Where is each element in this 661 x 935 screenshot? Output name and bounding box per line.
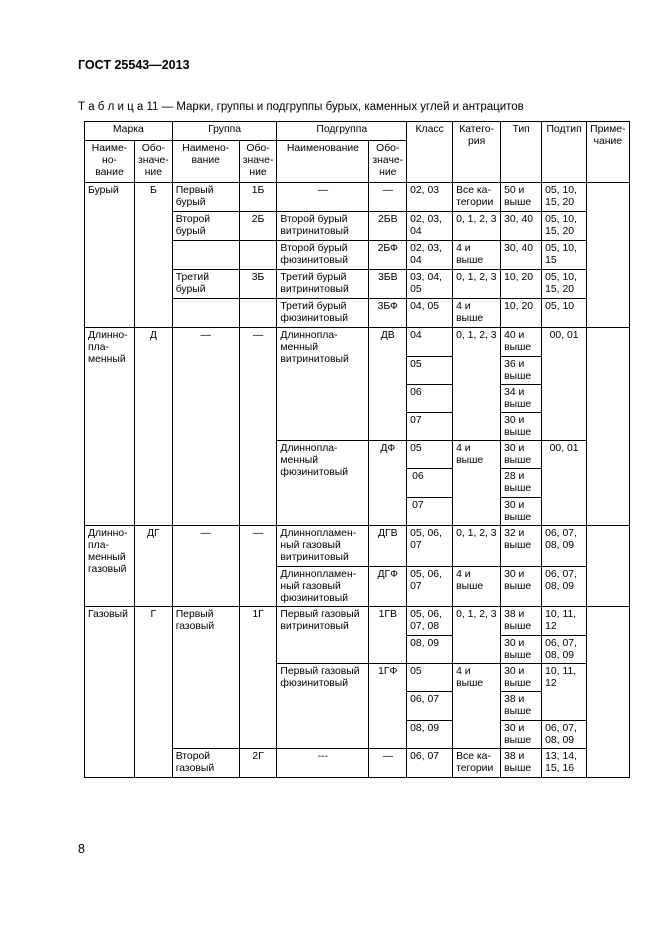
- subgroup-code-cell: 1ГВ: [369, 607, 407, 664]
- klass-cell: 05, 06, 07, 08: [407, 607, 453, 636]
- group-code-cell: 2Б: [239, 212, 277, 241]
- podtip-cell: 06, 07, 08, 09: [542, 567, 587, 607]
- podtip-cell: 10, 11, 12: [542, 607, 587, 636]
- podtip-cell: 05, 10: [542, 299, 587, 328]
- subgroup-code-cell: 1ГФ: [369, 664, 407, 749]
- header-podtip: Подтип: [542, 122, 587, 183]
- tip-cell: 40 и выше: [501, 328, 542, 357]
- group-name-cell: [172, 299, 239, 328]
- klass-cell: 05: [407, 441, 453, 469]
- group-code-cell: [239, 241, 277, 270]
- podtip-cell: 06, 07, 08, 09: [542, 636, 587, 664]
- subgroup-name-cell: Третий бурый фюзинитовый: [277, 299, 369, 328]
- table-row: [85, 183, 630, 212]
- tip-cell: 30 и выше: [501, 413, 542, 441]
- marka-name-cell: Бурый: [85, 183, 135, 328]
- tip-cell: 28 и выше: [501, 469, 542, 498]
- subgroup-name-cell: —: [277, 183, 369, 212]
- subgroup-name-cell: ---: [277, 749, 369, 778]
- group-name-cell: Первый газовый: [172, 607, 239, 749]
- marka-code-cell: Г: [135, 607, 173, 778]
- primechanie-cell: [587, 183, 629, 328]
- tip-cell: 10, 20: [501, 270, 542, 299]
- tip-cell: 30, 40: [501, 241, 542, 270]
- klass-cell: 05, 06, 07: [407, 567, 453, 607]
- header-tip: Тип: [501, 122, 542, 183]
- klass-cell: 07: [407, 413, 453, 441]
- subgroup-code-cell: 2БФ: [369, 241, 407, 270]
- subheader-subgroup-name: Наименование: [277, 141, 369, 183]
- podtip-cell: 00, 01: [542, 328, 587, 441]
- podtip-cell: 05, 10, 15, 20: [542, 183, 587, 212]
- header-primechanie: Приме-чание: [587, 122, 629, 183]
- group-code-cell: —: [239, 526, 277, 607]
- tip-cell: 36 и выше: [501, 357, 542, 385]
- subgroup-code-cell: 2БВ: [369, 212, 407, 241]
- kategoriya-cell: 0, 1, 2, 3: [453, 328, 501, 441]
- podtip-cell: 13, 14, 15, 16: [542, 749, 587, 778]
- podtip-cell: 06, 07, 08, 09: [542, 721, 587, 749]
- subgroup-name-cell: Длиннопламен-ный газовый витринитовый: [277, 526, 369, 567]
- header-podgruppa: Подгруппа: [277, 122, 407, 141]
- tip-cell: 38 и выше: [501, 607, 542, 636]
- kategoriya-cell: 0, 1, 2, 3: [453, 212, 501, 241]
- klass-cell: 03, 04, 05: [407, 270, 453, 299]
- group-code-cell: 3Б: [239, 270, 277, 299]
- marka-code-cell: Д: [135, 328, 173, 526]
- klass-cell: 06: [407, 385, 453, 413]
- kategoriya-cell: 4 и выше: [453, 664, 501, 749]
- subgroup-name-cell: Третий бурый витринитовый: [277, 270, 369, 299]
- kategoriya-cell: 4 и выше: [453, 241, 501, 270]
- group-code-cell: 1Г: [239, 607, 277, 749]
- klass-cell: 05: [407, 357, 453, 385]
- subgroup-name-cell: Первый газовый витринитовый: [277, 607, 369, 664]
- header-gruppa: Группа: [172, 122, 277, 141]
- group-name-cell: —: [172, 526, 239, 607]
- klass-cell: 05, 06, 07: [407, 526, 453, 567]
- group-code-cell: 1Б: [239, 183, 277, 212]
- subheader-subgroup-code: Обо-значе-ние: [369, 141, 407, 183]
- subgroup-name-cell: Второй бурый фюзинитовый: [277, 241, 369, 270]
- tip-cell: 38 и выше: [501, 692, 542, 721]
- klass-cell: 08, 09: [407, 636, 453, 664]
- subgroup-name-cell: Первый газовый фюзинитовый: [277, 664, 369, 749]
- tip-cell: 30, 40: [501, 212, 542, 241]
- primechanie-cell: [587, 526, 629, 607]
- kategoriya-cell: 0, 1, 2, 3: [453, 270, 501, 299]
- podtip-cell: 10, 11, 12: [542, 664, 587, 721]
- header-marka: Марка: [85, 122, 173, 141]
- coal-grades-table: [84, 121, 630, 778]
- header-klass: Класс: [407, 122, 453, 183]
- table-row: [85, 526, 630, 567]
- table-row: [85, 328, 630, 357]
- tip-cell: 50 и выше: [501, 183, 542, 212]
- subgroup-code-cell: ДФ: [369, 441, 407, 526]
- klass-cell: 04: [407, 328, 453, 357]
- subgroup-code-cell: —: [369, 749, 407, 778]
- kategoriya-cell: 4 и выше: [453, 299, 501, 328]
- subheader-marka-code: Обо-значе-ние: [135, 141, 173, 183]
- marka-name-cell: Длинно-пла-менный: [85, 328, 135, 526]
- subgroup-code-cell: ДВ: [369, 328, 407, 441]
- subgroup-name-cell: Длиннопламен-ный газовый фюзинитовый: [277, 567, 369, 607]
- group-code-cell: 2Г: [239, 749, 277, 778]
- klass-cell: 06, 07: [407, 749, 453, 778]
- subgroup-code-cell: ДГВ: [369, 526, 407, 567]
- subgroup-code-cell: ДГФ: [369, 567, 407, 607]
- subgroup-code-cell: 3БФ: [369, 299, 407, 328]
- klass-cell: 06, 07: [407, 692, 453, 721]
- group-code-cell: [239, 299, 277, 328]
- tip-cell: 38 и выше: [501, 749, 542, 778]
- table-row: [85, 607, 630, 636]
- kategoriya-cell: 0, 1, 2, 3: [453, 607, 501, 664]
- kategoriya-cell: 0, 1, 2, 3: [453, 526, 501, 567]
- klass-cell: 02, 03, 04: [407, 212, 453, 241]
- klass-cell: 06: [407, 469, 453, 498]
- kategoriya-cell: 4 и выше: [453, 441, 501, 526]
- group-name-cell: —: [172, 328, 239, 526]
- klass-cell: 02, 03, 04: [407, 241, 453, 270]
- marka-name-cell: Газовый: [85, 607, 135, 778]
- klass-cell: 07: [407, 498, 453, 526]
- marka-code-cell: ДГ: [135, 526, 173, 607]
- primechanie-cell: [587, 328, 629, 526]
- podtip-cell: 00, 01: [542, 441, 587, 526]
- klass-cell: 05: [407, 664, 453, 692]
- tip-cell: 10, 20: [501, 299, 542, 328]
- kategoriya-cell: Все ка-тегории: [453, 183, 501, 212]
- tip-cell: 30 и выше: [501, 721, 542, 749]
- group-name-cell: [172, 241, 239, 270]
- group-name-cell: Третий бурый: [172, 270, 239, 299]
- tip-cell: 30 и выше: [501, 441, 542, 469]
- subgroup-name-cell: Второй бурый витринитовый: [277, 212, 369, 241]
- marka-name-cell: Длинно-пла-менный газовый: [85, 526, 135, 607]
- subgroup-name-cell: Длиннопла-менный витринитовый: [277, 328, 369, 441]
- tip-cell: 30 и выше: [501, 664, 542, 692]
- page-number: 8: [78, 842, 85, 856]
- subheader-group-code: Обо-значе-ние: [239, 141, 277, 183]
- table-caption: Т а б л и ц а 11 — Марки, группы и подгруппы бурых, каменных углей и антрацитов: [78, 101, 524, 113]
- document-header: ГОСТ 25543—2013: [78, 58, 190, 72]
- primechanie-cell: [587, 607, 629, 778]
- subheader-marka-name: Наиме-но-вание: [85, 141, 135, 183]
- podtip-cell: 05, 10, 15, 20: [542, 270, 587, 299]
- tip-cell: 32 и выше: [501, 526, 542, 567]
- subgroup-code-cell: 3БВ: [369, 270, 407, 299]
- podtip-cell: 05, 10, 15: [542, 241, 587, 270]
- subgroup-code-cell: —: [369, 183, 407, 212]
- group-name-cell: Второй бурый: [172, 212, 239, 241]
- podtip-cell: 06, 07, 08, 09: [542, 526, 587, 567]
- klass-cell: 02, 03: [407, 183, 453, 212]
- kategoriya-cell: 4 и выше: [453, 567, 501, 607]
- group-code-cell: —: [239, 328, 277, 526]
- tip-cell: 34 и выше: [501, 385, 542, 413]
- klass-cell: 08, 09: [407, 721, 453, 749]
- group-name-cell: Второй газовый: [172, 749, 239, 778]
- header-kategoriya: Катего-рия: [453, 122, 501, 183]
- klass-cell: 04, 05: [407, 299, 453, 328]
- subheader-group-name: Наимено-вание: [172, 141, 239, 183]
- tip-cell: 30 и выше: [501, 498, 542, 526]
- kategoriya-cell: Все ка-тегории: [453, 749, 501, 778]
- podtip-cell: 05, 10, 15, 20: [542, 212, 587, 241]
- marka-code-cell: Б: [135, 183, 173, 328]
- tip-cell: 30 и выше: [501, 567, 542, 607]
- tip-cell: 30 и выше: [501, 636, 542, 664]
- group-name-cell: Первый бурый: [172, 183, 239, 212]
- subgroup-name-cell: Длиннопла-менный фюзинитовый: [277, 441, 369, 526]
